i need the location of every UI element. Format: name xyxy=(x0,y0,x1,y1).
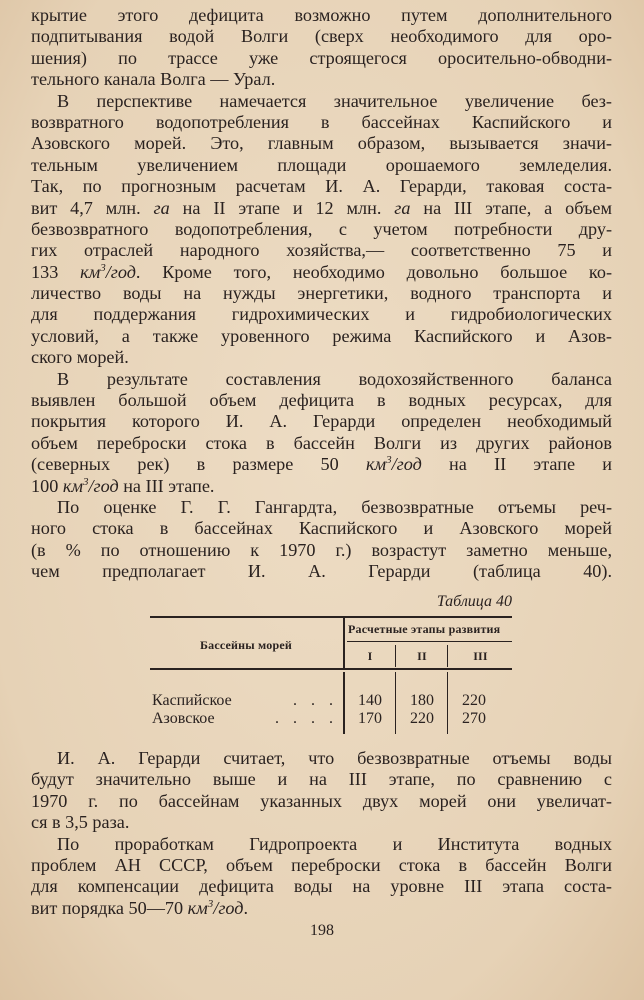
text-line xyxy=(31,898,612,919)
text-line xyxy=(31,876,612,897)
text-segment: По оценке Г. Г. Гангардта, безвозвратные отъемы реч- xyxy=(57,496,612,517)
text-segment: . Кроме того, необходимо довольно большое ко- xyxy=(135,261,612,282)
text-segment: будут значительно выше и на III этапе, по сравнению с xyxy=(31,769,612,790)
col-header-3: III xyxy=(473,649,488,663)
text-segment: ского морей. xyxy=(31,347,129,368)
text-line xyxy=(31,476,612,497)
cell: 220 xyxy=(410,710,434,727)
group-rule xyxy=(347,641,512,642)
italic-unit: $км^3$/год xyxy=(62,475,119,496)
text-segment: чем предполагает И. А. Герарди (таблица 40). xyxy=(31,561,612,582)
cell: 220 xyxy=(462,692,486,709)
italic-unit: га xyxy=(153,197,170,218)
text-segment: (в % по отношению к 1970 г.) возрастут заметно меньше, xyxy=(31,539,612,560)
text-line xyxy=(31,219,612,240)
body-text-before-table xyxy=(31,5,612,583)
col-divider xyxy=(395,672,396,734)
text-segment: ного стока в бассейнах Каспийского и Азовского морей xyxy=(31,518,612,539)
text-line xyxy=(31,748,612,769)
text-segment: покрытия которого И. А. Герарди определен необходимый xyxy=(31,411,612,432)
body-text-after-table xyxy=(31,748,612,919)
text-segment: вит 4,7 млн. xyxy=(31,197,154,218)
text-segment: 133 xyxy=(31,261,81,282)
text-segment: вит порядка 50—70 xyxy=(31,897,188,918)
text-segment: для поддержания гидрохимических и гидробиологических xyxy=(31,304,612,325)
text-line xyxy=(31,540,612,561)
text-segment: личество воды на нужды энергетики, водного транспорта и xyxy=(31,283,612,304)
text-segment: тельного канала Волга — Урал. xyxy=(31,69,276,90)
text-line xyxy=(31,240,612,261)
header-bottom-rule xyxy=(150,668,512,670)
text-line xyxy=(31,112,612,133)
text-line xyxy=(31,283,612,304)
col-divider xyxy=(395,645,396,667)
text-segment: крытие этого дефицита возможно путем дополнительного xyxy=(31,5,612,25)
col-header-2: II xyxy=(417,649,427,663)
text-segment: Азовского морей. Это, главным образом, вызывается значи- xyxy=(31,133,612,154)
table-top-rule xyxy=(150,616,512,618)
text-segment: тельным увеличением площади орошаемого земледелия. xyxy=(31,154,612,175)
italic-unit: $км^3$/год xyxy=(187,897,244,918)
text-line xyxy=(31,69,612,90)
text-line xyxy=(31,769,612,790)
text-line xyxy=(31,812,612,833)
text-segment: подпитывания водой Волги (сверх необходимого для оро- xyxy=(31,26,612,47)
text-line xyxy=(31,369,612,390)
text-segment: на II этапе и 12 млн. xyxy=(169,197,395,218)
col-divider xyxy=(447,645,448,667)
table-40 xyxy=(150,592,512,742)
text-segment: По проработкам Гидропроекта и Института водных xyxy=(57,833,612,854)
text-line xyxy=(31,176,612,197)
text-segment: И. А. Герарди считает, что безвозвратные отъемы воды xyxy=(57,748,612,768)
text-line xyxy=(31,855,612,876)
text-segment: для компенсации дефицита воды на уровне III этапа соста- xyxy=(31,876,612,897)
italic-unit: га xyxy=(394,197,411,218)
text-segment: на II этапе и xyxy=(421,454,612,475)
row-label: Каспийское xyxy=(152,692,232,709)
text-segment: . xyxy=(243,897,249,918)
text-line xyxy=(31,791,612,812)
text-line xyxy=(31,497,612,518)
text-segment: на III этапе, а объем xyxy=(410,197,612,218)
row-label: Азовское xyxy=(152,710,215,727)
cell: 270 xyxy=(462,710,486,727)
text-line xyxy=(31,304,612,325)
text-segment: условий, а также уровенного режима Каспийского и Азов- xyxy=(31,325,612,346)
italic-unit: $км^3$/год xyxy=(80,261,136,282)
text-segment: гих отраслей народного хозяйства,— соответственно 75 и xyxy=(31,240,612,261)
leader-dots: . . . . xyxy=(275,710,338,727)
col-divider xyxy=(447,672,448,734)
text-line xyxy=(31,155,612,176)
cell: 180 xyxy=(410,692,434,709)
page-number: 198 xyxy=(310,922,334,939)
text-segment: объем переброски стока в бассейн Волги из других районов xyxy=(31,432,612,453)
text-line xyxy=(31,262,612,283)
text-line xyxy=(31,91,612,112)
group-header: Расчетные этапы развития xyxy=(348,622,501,636)
text-segment: В перспективе намечается значительное увеличение без- xyxy=(57,90,612,111)
text-segment: на III этапе. xyxy=(118,475,215,496)
text-line xyxy=(31,561,612,582)
table-caption: Таблица 40 xyxy=(436,593,512,610)
text-line xyxy=(31,347,612,368)
text-line xyxy=(31,5,612,26)
text-segment: проблем АН СССР, объем переброски стока в бассейн Волги xyxy=(31,854,612,875)
text-line xyxy=(31,454,612,475)
text-segment: Так, по прогнозным расчетам И. А. Герарди, таковая соста- xyxy=(31,176,612,197)
text-line xyxy=(31,433,612,454)
text-line xyxy=(31,390,612,411)
text-line xyxy=(31,411,612,432)
text-segment: 1970 г. по бассейнам указанных двух морей они увеличат- xyxy=(31,790,612,811)
text-segment: В результате составления водохозяйственного баланса xyxy=(57,368,612,389)
text-segment: 100 xyxy=(31,475,63,496)
cell: 170 xyxy=(358,710,382,727)
leader-dots: . . . xyxy=(293,692,338,709)
text-line xyxy=(31,48,612,69)
text-segment: (северных рек) в размере 50 xyxy=(31,454,366,475)
text-line xyxy=(31,26,612,47)
text-segment: выявлен большой объем дефицита в водных ресурсах, для xyxy=(31,390,612,411)
cell: 140 xyxy=(358,692,382,709)
text-segment: шения) по трассе уже строящегося оросительно-обводни- xyxy=(31,47,612,68)
text-segment: безвозвратного водопотребления, с учетом потребности дру- xyxy=(31,218,612,239)
text-line xyxy=(31,133,612,154)
col-divider xyxy=(343,672,345,734)
text-line xyxy=(31,834,612,855)
text-line xyxy=(31,198,612,219)
text-line xyxy=(31,326,612,347)
italic-unit: $км^3$/год xyxy=(365,454,422,475)
text-segment: возвратного водопотребления в бассейнах Каспийского и xyxy=(31,111,612,132)
text-line xyxy=(31,518,612,539)
text-segment: ся в 3,5 раза. xyxy=(31,812,130,833)
col-header-1: I xyxy=(367,649,373,663)
row-header: Бассейны морей xyxy=(200,638,292,652)
